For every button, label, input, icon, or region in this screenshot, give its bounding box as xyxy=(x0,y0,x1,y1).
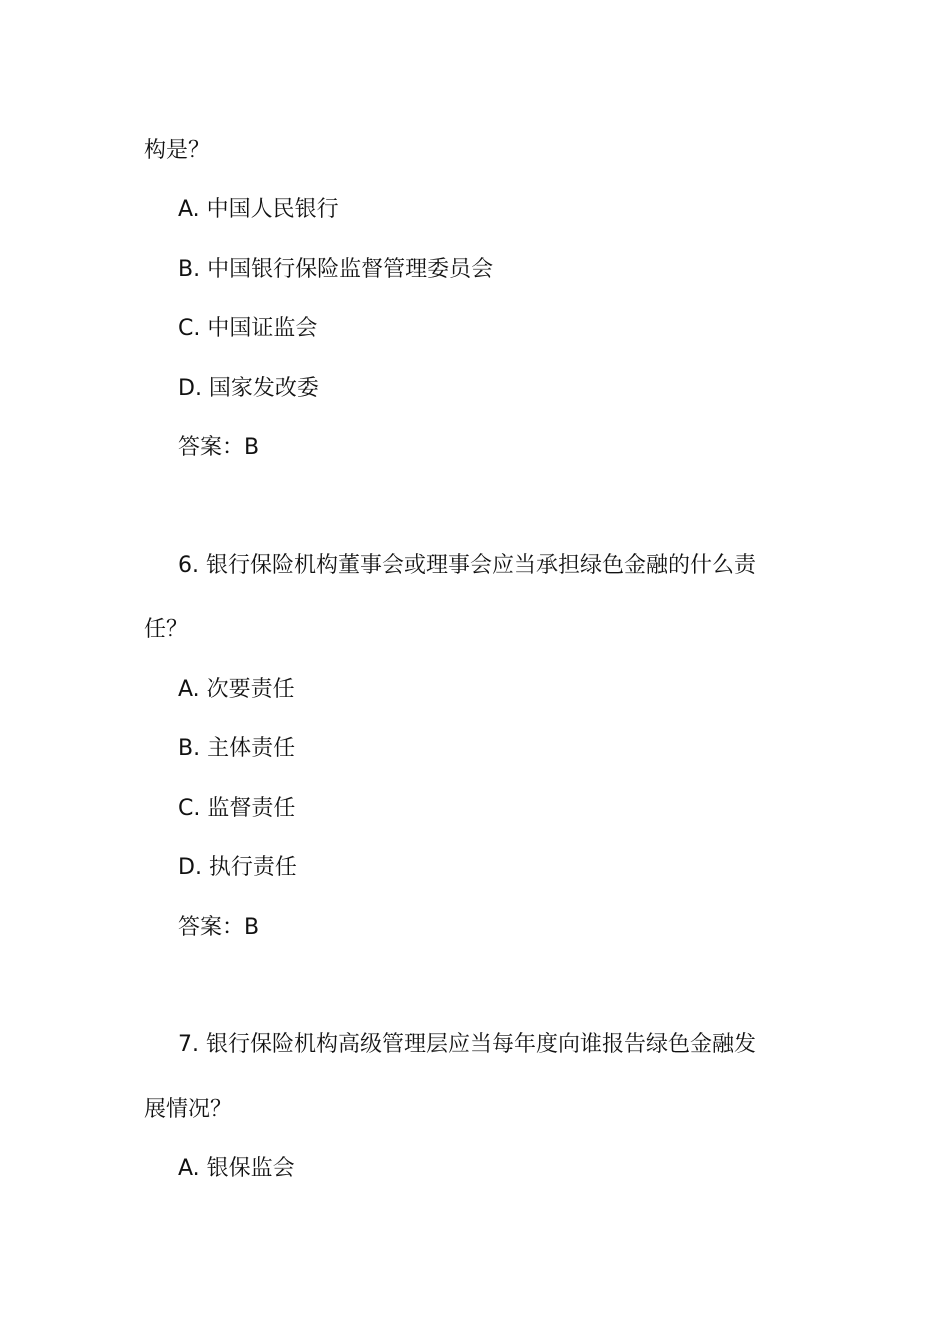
q7-option-a: A. 银保监会 xyxy=(178,1156,295,1181)
q6-option-c: C. 监督责任 xyxy=(178,796,296,821)
q6-option-d: D. 执行责任 xyxy=(178,855,297,880)
q5-option-a: A. 中国人民银行 xyxy=(178,197,339,222)
q7-stem-line2: 展情况？ xyxy=(144,1097,233,1122)
q5-stem-tail: 构是？ xyxy=(144,138,211,163)
q6-stem-line2: 任？ xyxy=(144,617,189,642)
q6-stem-line1: 6. 银行保险机构董事会或理事会应当承担绿色金融的什么责 xyxy=(178,553,756,578)
q6-option-a: A. 次要责任 xyxy=(178,677,295,702)
q5-option-c: C. 中国证监会 xyxy=(178,316,318,341)
q6-answer: 答案：B xyxy=(178,915,260,940)
q5-option-d: D. 国家发改委 xyxy=(178,376,319,401)
q5-answer: 答案：B xyxy=(178,435,260,460)
q5-option-b: B. 中国银行保险监督管理委员会 xyxy=(178,257,494,282)
q6-option-b: B. 主体责任 xyxy=(178,736,296,761)
q7-stem-line1: 7. 银行保险机构高级管理层应当每年度向谁报告绿色金融发 xyxy=(178,1032,756,1057)
